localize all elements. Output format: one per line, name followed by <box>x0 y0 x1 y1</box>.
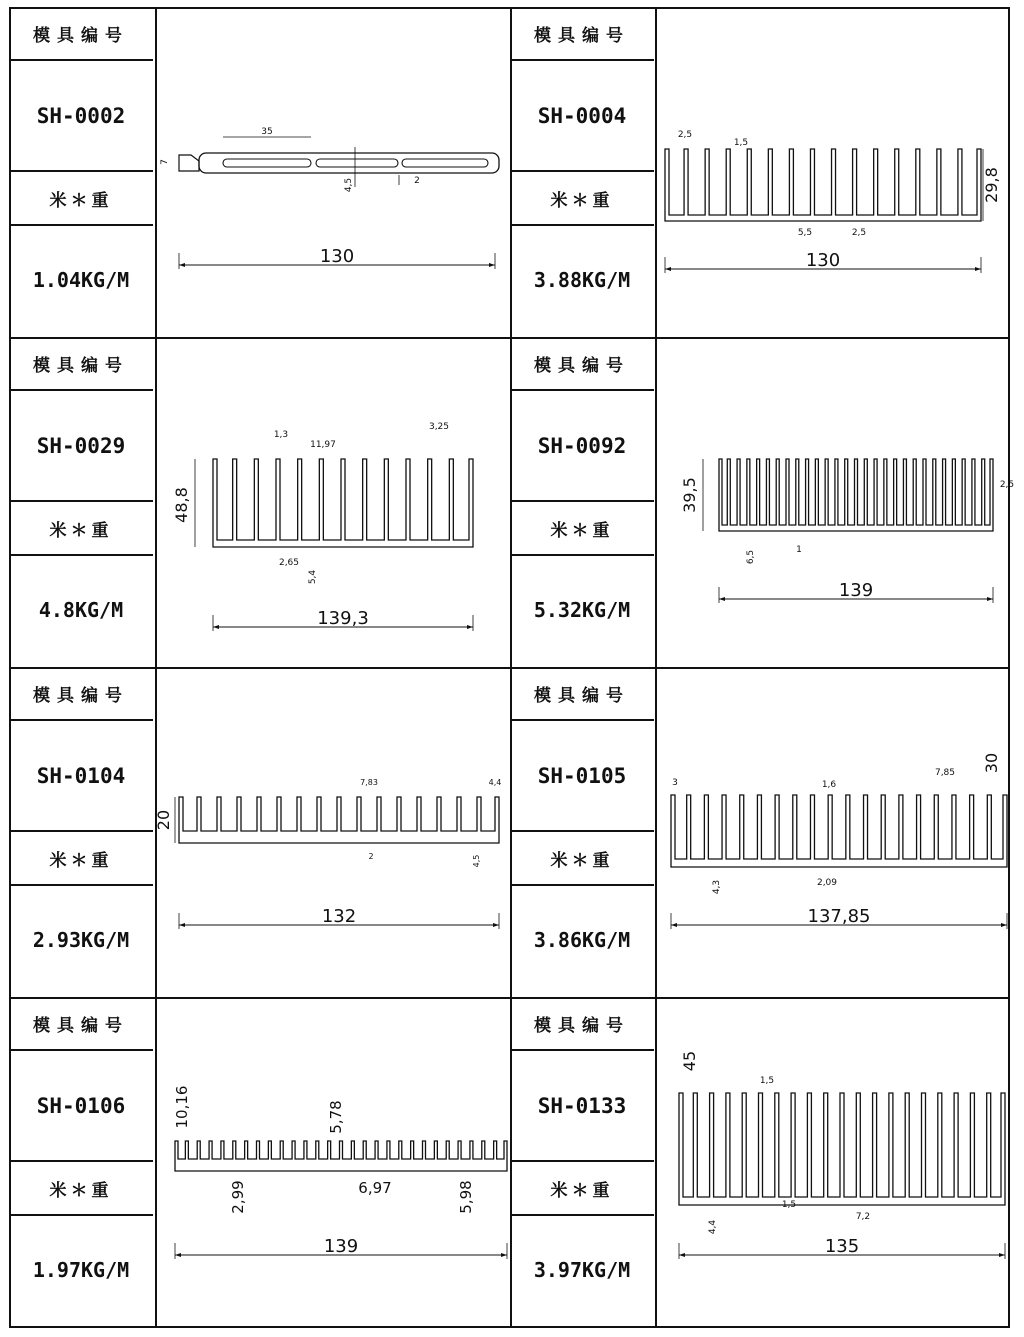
dimension-label: 1,3 <box>273 430 289 440</box>
overall-width-label: 139 <box>323 1236 359 1257</box>
mold-number-header: 模具编号 <box>33 356 129 376</box>
dimension-label: 11,97 <box>310 440 336 450</box>
dimension-label: 5,98 <box>457 1180 475 1214</box>
dimension-label: 2,5 <box>677 130 693 140</box>
meter-weight-value: 5.32KG/M <box>533 598 631 622</box>
meter-weight-header: 米＊重 <box>550 190 614 211</box>
dimension-label: 1,5 <box>759 1076 775 1086</box>
overall-width-label: 130 <box>805 250 841 271</box>
meter-weight-value: 3.97KG/M <box>533 1258 631 1282</box>
profile-label-column <box>9 7 153 335</box>
dimension-label: 20 <box>154 809 173 831</box>
overall-width-label: 139 <box>838 580 874 601</box>
mold-code: SH-0105 <box>537 763 627 788</box>
overall-width-label: 130 <box>319 246 355 267</box>
dimension-label: 6,5 <box>746 549 756 565</box>
dimension-label: 29,8 <box>982 167 1001 203</box>
dimension-label: 10,16 <box>173 1085 191 1129</box>
meter-weight-header: 米＊重 <box>550 1180 614 1201</box>
dimension-label: 4,5 <box>472 854 481 868</box>
dimension-label: 2 <box>368 852 374 861</box>
dimension-label: 5,78 <box>327 1100 345 1134</box>
cavity-outline <box>316 159 398 167</box>
dimension-label: 48,8 <box>172 487 191 523</box>
meter-weight-header: 米＊重 <box>550 850 614 871</box>
cavity-outline <box>402 159 488 167</box>
profile-outline <box>199 153 499 173</box>
meter-weight-value: 4.8KG/M <box>38 598 124 622</box>
dimension-label: 2,5 <box>851 228 867 238</box>
mold-code: SH-0133 <box>537 1093 627 1118</box>
profile-outline <box>671 795 1007 867</box>
profile-drawing <box>155 7 508 335</box>
dimension-label: 45 <box>680 1050 699 1072</box>
mold-number-header: 模具编号 <box>33 686 129 706</box>
profile-outline <box>213 459 473 547</box>
dimension-label: 30 <box>982 752 1001 774</box>
dimension-label: 5,4 <box>308 569 318 585</box>
dimension-label: 3 <box>672 778 678 788</box>
profile-drawing <box>655 7 1010 335</box>
mold-code: SH-0104 <box>36 763 126 788</box>
meter-weight-value: 1.97KG/M <box>32 1258 130 1282</box>
profile-label-column <box>9 667 153 995</box>
cavity-outline <box>223 159 311 167</box>
mold-code: SH-0004 <box>537 103 627 128</box>
meter-weight-value: 1.04KG/M <box>32 268 130 292</box>
profile-outline <box>179 155 199 171</box>
overall-width-label: 139,3 <box>317 608 369 629</box>
profile-label-column <box>510 7 654 335</box>
profile-drawing <box>655 997 1010 1325</box>
meter-weight-value: 2.93KG/M <box>32 928 130 952</box>
meter-weight-header: 米＊重 <box>550 520 614 541</box>
overall-width-label: 135 <box>824 1236 860 1257</box>
profile-label-column <box>510 667 654 995</box>
profile-outline <box>175 1141 507 1171</box>
dimension-label: 4,4 <box>708 1219 718 1235</box>
profile-drawing <box>155 337 508 665</box>
meter-weight-value: 3.88KG/M <box>533 268 631 292</box>
dimension-label: 2,65 <box>278 558 300 568</box>
dimension-label: 2,99 <box>229 1180 247 1214</box>
dimension-label: 1,5 <box>733 138 749 148</box>
mold-number-header: 模具编号 <box>534 1016 630 1036</box>
dimension-label: 39,5 <box>680 477 699 513</box>
profile-outline <box>665 149 981 221</box>
dimension-label: 6,97 <box>358 1179 392 1197</box>
mold-code: SH-0092 <box>537 433 627 458</box>
mold-code: SH-0002 <box>36 103 126 128</box>
dimension-label: 5,5 <box>797 228 813 238</box>
profile-drawing <box>655 337 1015 665</box>
dimension-label: 7,85 <box>934 768 956 778</box>
meter-weight-header: 米＊重 <box>49 190 113 211</box>
dimension-label: 2 <box>414 176 420 186</box>
mold-number-header: 模具编号 <box>534 686 630 706</box>
profile-drawing <box>155 997 508 1325</box>
mold-number-header: 模具编号 <box>33 1016 129 1036</box>
meter-weight-value: 3.86KG/M <box>533 928 631 952</box>
meter-weight-header: 米＊重 <box>49 520 113 541</box>
overall-width-label: 132 <box>321 906 357 927</box>
dimension-label: 2,5 <box>999 480 1015 490</box>
dimension-label: 3,25 <box>428 422 450 432</box>
dimension-label: 1 <box>796 545 802 555</box>
mold-code: SH-0029 <box>36 433 126 458</box>
mold-number-header: 模具编号 <box>33 26 129 46</box>
profile-label-column <box>9 337 153 665</box>
dimension-label: 7,2 <box>855 1212 871 1222</box>
profile-outline <box>679 1093 1005 1205</box>
dimension-label: 1,6 <box>821 780 837 790</box>
dimension-label: 4,4 <box>488 778 502 787</box>
profile-label-column <box>510 997 654 1325</box>
overall-width-label: 137,85 <box>807 906 871 927</box>
profile-outline <box>179 797 499 843</box>
mold-number-header: 模具编号 <box>534 26 630 46</box>
dimension-label: 1,5 <box>781 1200 797 1210</box>
profile-label-column <box>9 997 153 1325</box>
dimension-label: 7 <box>160 159 170 165</box>
dimension-label: 7,83 <box>360 778 378 787</box>
dimension-label: 4,5 <box>344 177 354 193</box>
dimension-label: 35 <box>261 127 273 137</box>
dimension-label: 2,09 <box>816 878 838 888</box>
mold-number-header: 模具编号 <box>534 356 630 376</box>
mold-code: SH-0106 <box>36 1093 126 1118</box>
meter-weight-header: 米＊重 <box>49 1180 113 1201</box>
profile-drawing <box>155 667 508 995</box>
profile-drawing <box>655 667 1010 995</box>
meter-weight-header: 米＊重 <box>49 850 113 871</box>
dimension-label: 4,3 <box>712 879 722 895</box>
profile-outline <box>719 459 993 531</box>
profile-label-column <box>510 337 654 665</box>
